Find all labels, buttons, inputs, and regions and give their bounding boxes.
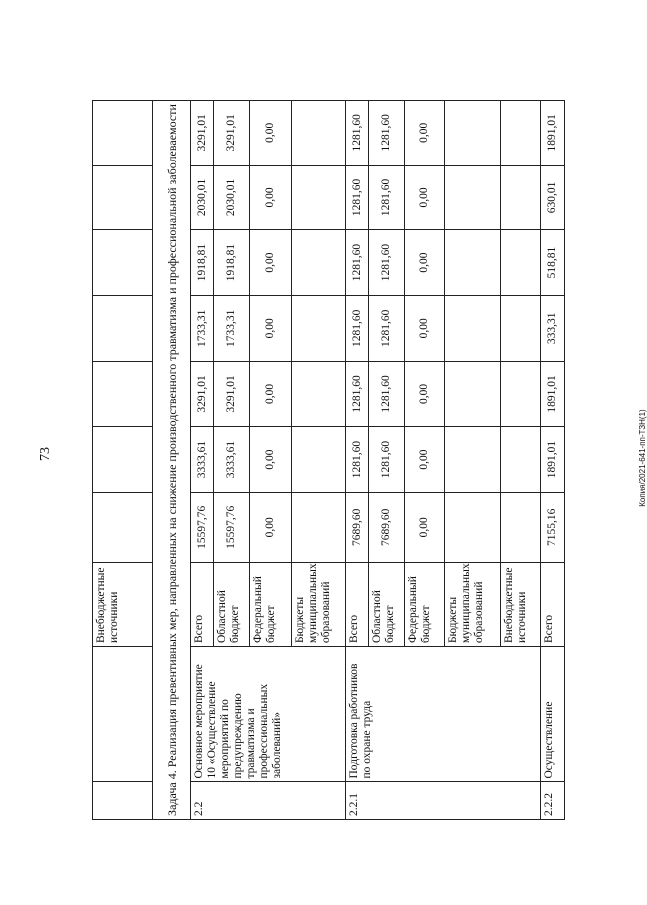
value-cell: 15597,76 <box>191 492 214 562</box>
source-cell: Областной бюджет <box>214 562 250 646</box>
value-cell: 1891,01 <box>541 361 565 427</box>
page-number: 73 <box>38 447 53 461</box>
value-cell: 0,00 <box>405 295 445 361</box>
value-cell: 15597,76 <box>214 492 250 562</box>
value-cell: 1891,01 <box>541 427 565 493</box>
budget-table-rotated <box>92 100 558 820</box>
value-cell <box>445 361 501 427</box>
row-number: 2.2.2 <box>541 782 565 820</box>
value-cell: 0,00 <box>405 492 445 562</box>
value-cell: 3291,01 <box>191 101 214 166</box>
value-cell: 0,00 <box>250 230 292 296</box>
source-cell: Федеральный бюджет <box>250 562 292 646</box>
value-cell: 1281,60 <box>346 361 369 427</box>
value-cell: 1918,81 <box>214 230 250 296</box>
value-cell: 0,00 <box>405 101 445 166</box>
value-cell: 0,00 <box>250 492 292 562</box>
value-cell <box>501 361 541 427</box>
value-cell <box>445 295 501 361</box>
source-cell: Внебюджетные источники <box>501 562 541 646</box>
value-cell: 1281,60 <box>369 361 405 427</box>
value-cell: 0,00 <box>250 295 292 361</box>
value-cell <box>501 165 541 230</box>
value-cell: 7689,60 <box>369 492 405 562</box>
value-cell: 518,81 <box>541 230 565 296</box>
value-cell: 0,00 <box>250 101 292 166</box>
value-cell: 1281,60 <box>346 230 369 296</box>
document-copy-note: Копия/2021-641-пп-ТЗН(1) <box>638 409 647 507</box>
value-cell: 0,00 <box>250 165 292 230</box>
table-row <box>541 101 565 820</box>
value-cell: 0,00 <box>405 427 445 493</box>
row-number: 2.2.1 <box>346 782 541 820</box>
task-caption: Задача 4. Реализация превентивных мер, направленных на снижение производственного травматизма и профессиональной заболеваемости <box>153 101 191 820</box>
value-cell <box>292 361 346 427</box>
value-cell: 1281,60 <box>346 165 369 230</box>
value-cell <box>292 492 346 562</box>
source-cell: Всего <box>346 562 369 646</box>
value-cell <box>292 427 346 493</box>
value-cell: 1281,60 <box>346 295 369 361</box>
value-cell: 1281,60 <box>369 427 405 493</box>
value-cell <box>445 427 501 493</box>
activity-name: Осуществление <box>541 647 565 782</box>
value-cell: 0,00 <box>250 361 292 427</box>
value-cell: 1281,60 <box>346 427 369 493</box>
table-row <box>346 101 369 820</box>
value-cell: 3333,61 <box>214 427 250 493</box>
value-cell <box>445 101 501 166</box>
value-cell: 7689,60 <box>346 492 369 562</box>
value-cell <box>292 230 346 296</box>
value-cell <box>445 492 501 562</box>
row-number: 2.2 <box>191 782 346 820</box>
value-cell: 7155,16 <box>541 492 565 562</box>
source-cell: Всего <box>191 562 214 646</box>
value-cell: 1733,31 <box>214 295 250 361</box>
value-cell <box>445 230 501 296</box>
value-cell: 3333,61 <box>191 427 214 493</box>
value-cell: 2030,01 <box>191 165 214 230</box>
value-cell: 0,00 <box>405 230 445 296</box>
value-cell <box>292 101 346 166</box>
budget-table <box>92 100 565 820</box>
source-cell: Бюджеты муниципальных образований <box>445 562 501 646</box>
value-cell: 0,00 <box>250 427 292 493</box>
value-cell <box>501 230 541 296</box>
value-cell: 1281,60 <box>346 101 369 166</box>
value-cell: 0,00 <box>405 165 445 230</box>
table-header-row <box>93 101 153 820</box>
value-cell: 3291,01 <box>214 361 250 427</box>
value-cell <box>292 295 346 361</box>
value-cell: 0,00 <box>405 361 445 427</box>
task-caption-row <box>153 101 191 820</box>
value-cell: 1891,01 <box>541 101 565 166</box>
value-cell: 630,01 <box>541 165 565 230</box>
value-cell: 1281,60 <box>369 101 405 166</box>
value-cell <box>501 492 541 562</box>
table-row <box>191 101 214 820</box>
value-cell <box>501 295 541 361</box>
value-cell <box>501 427 541 493</box>
value-cell: 3291,01 <box>214 101 250 166</box>
source-cell: Всего <box>541 562 565 646</box>
value-cell: 333,31 <box>541 295 565 361</box>
value-cell: 2030,01 <box>214 165 250 230</box>
activity-name: Подготовка работников по охране труда <box>346 647 541 782</box>
value-cell <box>292 165 346 230</box>
value-cell <box>501 101 541 166</box>
source-cell: Федеральный бюджет <box>405 562 445 646</box>
value-cell: 1733,31 <box>191 295 214 361</box>
value-cell: 1918,81 <box>191 230 214 296</box>
value-cell: 1281,60 <box>369 295 405 361</box>
source-cell: Областной бюджет <box>369 562 405 646</box>
value-cell: 1281,60 <box>369 165 405 230</box>
value-cell: 3291,01 <box>191 361 214 427</box>
source-cell: Внебюджетные источники <box>93 562 153 646</box>
value-cell: 1281,60 <box>369 230 405 296</box>
activity-name: Основное мероприятие 10 «Осуществление мероприятий по предупреждению травматизма и профессиональных заболеваний» <box>191 647 346 782</box>
value-cell <box>445 165 501 230</box>
source-cell: Бюджеты муниципальных образований <box>292 562 346 646</box>
